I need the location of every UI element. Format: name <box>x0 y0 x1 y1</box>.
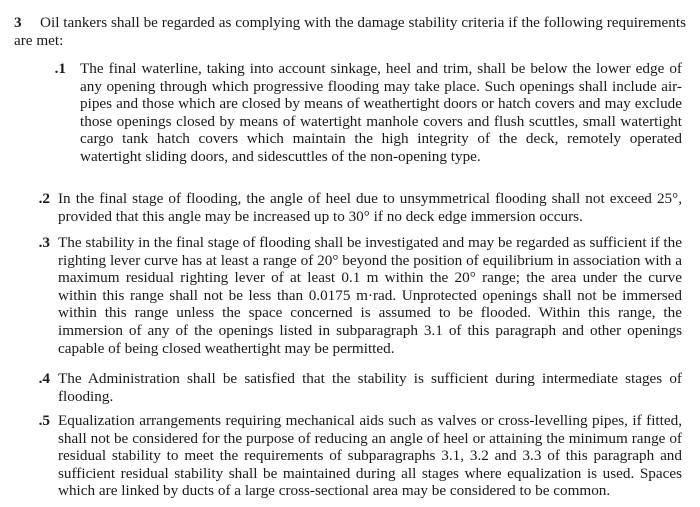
subparagraph-text: The Administration shall be satisfied that the stability is sufficient during intermediate stages of flooding. <box>58 370 682 405</box>
subparagraph-label: .3 <box>38 234 50 251</box>
subparagraph-label: .5 <box>38 412 50 429</box>
subparagraph-label: .1 <box>54 60 66 77</box>
paragraph-intro-text: Oil tankers shall be regarded as complying with the damage stability criteria if the following requirements are met: <box>14 14 686 49</box>
paragraph-intro <box>14 14 686 49</box>
subparagraph-text: The final waterline, taking into account sinkage, heel and trim, shall be below the lower edge of any opening through which progressive flooding may take place. Such openings shall include air-pipes and those which are closed by means of weathertight doors or hatch covers and may exclude those openings closed by means of watertight manhole covers and flush scuttles, small watertight cargo tank hatch covers which maintain the high integrity of the deck, remotely operated watertight sliding doors, and sidescuttles of the non-opening type. <box>80 60 682 165</box>
paragraph-number: 3 <box>14 14 22 31</box>
subparagraph-text: Equalization arrangements requiring mechanical aids such as valves or cross-levelling pipes, if fitted, shall not be considered for the purpose of reducing an angle of heel or attaining the minimum range of residual stability to meet the requirements of subparagraphs 3.1, 3.2 and 3.3 of this paragraph and sufficient residual stability shall be maintained during all stages where equalization is used. Spaces which are linked by ducts of a large cross-sectional area may be considered to be common. <box>58 412 682 500</box>
subparagraph-label: .4 <box>38 370 50 387</box>
subparagraph-text: The stability in the final stage of flooding shall be investigated and may be regarded as sufficient if the righting lever curve has at least a range of 20° beyond the position of equilibrium in association with a maximum residual righting lever of at least 0.1 m within the 20° range; the area under the curve within this range shall not be less than 0.0175 m·rad. Unprotected openings shall not be immersed within this range unless the space concerned is assumed to be flooded. Within this range, the immersion of any of the openings listed in subparagraph 3.1 of this paragraph and other openings capable of being closed weathertight may be permitted. <box>58 234 682 357</box>
subparagraph-text: In the final stage of flooding, the angle of heel due to unsymmetrical flooding shall not exceed 25°, provided that this angle may be increased up to 30° if no deck edge immersion occurs. <box>58 190 682 225</box>
subparagraph-label: .2 <box>38 190 50 207</box>
